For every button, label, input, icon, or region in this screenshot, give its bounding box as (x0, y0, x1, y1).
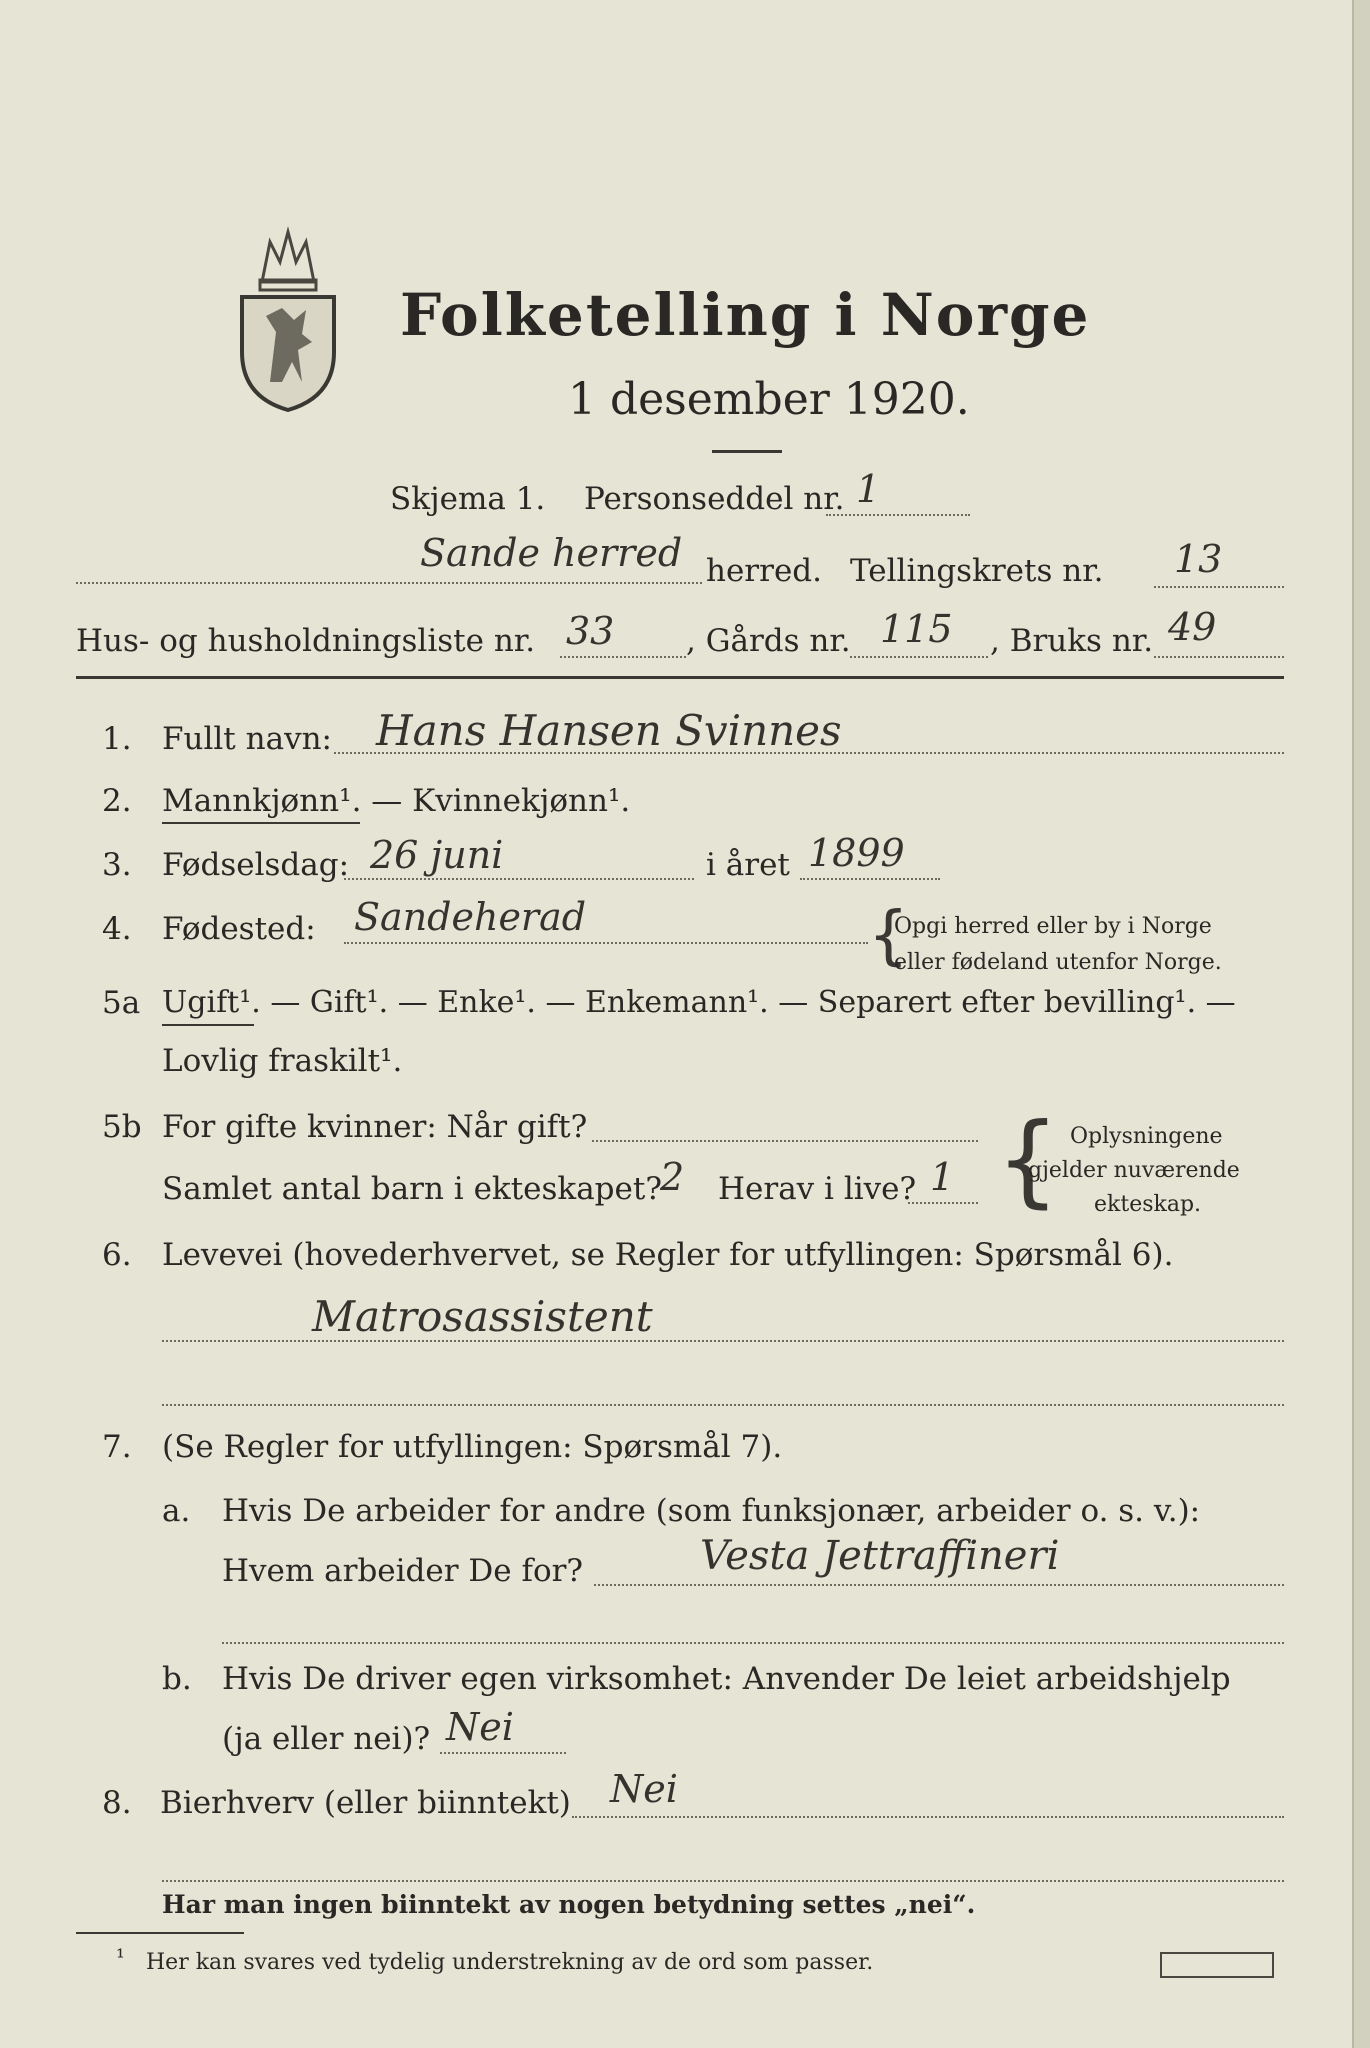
herred-label: herred. (706, 553, 822, 589)
tellingskrets-label: Tellingskrets nr. (850, 553, 1104, 589)
q7b-value: Nei (446, 1705, 514, 1749)
q5a-options: Ugift¹. — Gift¹. — Enke¹. — Enkemann¹. — Separert efter bevilling¹. — (162, 985, 1236, 1020)
tellingskrets-line (1154, 586, 1284, 588)
person-number-value: 1 (856, 467, 881, 511)
header-divider (76, 676, 1284, 679)
q1-number: 1. (102, 721, 132, 757)
tellingskrets-value: 13 (1174, 537, 1223, 581)
q4-brace: { (868, 899, 909, 973)
hus-label: Hus- og husholdningsliste nr. (76, 623, 536, 659)
q6-label: Levevei (hovederhvervet, se Regler for utfyllingen: Spørsmål 6). (162, 1237, 1174, 1273)
title-divider (712, 450, 782, 453)
page-edge (1352, 0, 1370, 2048)
hus-value: 33 (566, 609, 615, 653)
form-title: Folketelling i Norge (400, 281, 1091, 349)
q8-line-2 (162, 1880, 1284, 1882)
q3-year-label: i året (706, 847, 790, 883)
q7b-line (440, 1752, 566, 1754)
q7-label: (Se Regler for utfyllingen: Spørsmål 7). (162, 1429, 783, 1465)
q8-number: 8. (102, 1785, 132, 1821)
herred-line (76, 582, 702, 584)
q6-line-1 (162, 1340, 1284, 1342)
q4-note-1: Opgi herred eller by i Norge (894, 914, 1212, 939)
q1-value: Hans Hansen Svinnes (376, 706, 842, 755)
q5b-note-3: ekteskap. (1094, 1192, 1202, 1217)
q4-label: Fødested: (162, 911, 316, 947)
q7a-question: Hvis De arbeider for andre (som funksjonær, arbeider o. s. v.): (222, 1493, 1201, 1529)
q7b-question: Hvis De driver egen virksomhet: Anvender De leiet arbeidshjelp (222, 1661, 1231, 1697)
q8-line (572, 1816, 1284, 1818)
footnote-mark: ¹ (116, 1946, 125, 1971)
q5b-alive-value: 1 (930, 1155, 955, 1199)
gards-line (850, 656, 988, 658)
q5b-children-value: 2 (660, 1155, 685, 1199)
q2-options: Mannkjønn¹. — Kvinnekjønn¹. (162, 783, 631, 819)
herred-value: Sande herred (420, 531, 683, 575)
form-number-label: Skjema 1. (390, 481, 546, 517)
person-number-line (826, 514, 970, 516)
q4-line (344, 942, 868, 944)
gards-label: , Gårds nr. (686, 623, 851, 659)
q5a-number: 5a (102, 985, 141, 1021)
q7a-letter: a. (162, 1493, 191, 1529)
q8-label: Bierhverv (eller biinntekt) (160, 1785, 571, 1821)
census-date: 1 desember 1920. (568, 374, 970, 425)
q5b-note-1: Oplysningene (1070, 1124, 1223, 1149)
q3-year-value: 1899 (808, 831, 905, 875)
q5b-alive-line (908, 1202, 978, 1204)
q6-number: 6. (102, 1237, 132, 1273)
footnote-text: Her kan svares ved tydelig understrekning av de ord som passer. (146, 1950, 874, 1975)
q6-line-2 (162, 1404, 1284, 1406)
bruks-value: 49 (1168, 605, 1217, 649)
q7a-label: Hvem arbeider De for? (222, 1553, 584, 1589)
q3-line (344, 878, 694, 880)
q3-label: Fødselsdag: (162, 847, 350, 883)
q8-value: Nei (610, 1767, 678, 1811)
printer-stamp (1160, 1952, 1274, 1978)
q1-label: Fullt navn: (162, 721, 332, 757)
q5a-underline (162, 1024, 254, 1026)
gards-value: 115 (880, 607, 953, 651)
q5a-options-2: Lovlig fraskilt¹. (162, 1043, 403, 1079)
q5b-married-line (592, 1140, 978, 1142)
q7b-letter: b. (162, 1661, 192, 1697)
q5b-note-2: gjelder nuværende (1028, 1158, 1240, 1183)
bruks-label: , Bruks nr. (990, 623, 1154, 659)
footnote-divider (76, 1932, 244, 1934)
q5b-number: 5b (102, 1109, 142, 1145)
q2-underline (162, 822, 360, 824)
q3-number: 3. (102, 847, 132, 883)
q4-number: 4. (102, 911, 132, 947)
q3-year-line (800, 878, 940, 880)
q7a-line (594, 1584, 1284, 1586)
coat-of-arms-icon (232, 212, 344, 412)
q5b-label-children: Samlet antal barn i ekteskapet? (162, 1171, 662, 1207)
q7a-value: Vesta Jettraffineri (700, 1533, 1060, 1579)
q7a-line-2 (222, 1642, 1284, 1644)
hus-line (560, 656, 686, 658)
q5b-brace: { (996, 1101, 1060, 1218)
q5b-label-alive: Herav i live? (718, 1171, 917, 1207)
q2-number: 2. (102, 783, 132, 819)
q7b-label: (ja eller nei)? (222, 1721, 431, 1757)
q6-value: Matrosassistent (312, 1292, 653, 1341)
bruks-line (1154, 656, 1284, 658)
q4-note-2: eller fødeland utenfor Norge. (894, 950, 1222, 975)
person-number-label: Personseddel nr. (584, 481, 845, 517)
q7-number: 7. (102, 1429, 132, 1465)
q5b-label-married: For gifte kvinner: Når gift? (162, 1109, 588, 1145)
q3-value: 26 juni (370, 833, 504, 877)
footer-note: Har man ingen biinntekt av nogen betydning settes „nei“. (162, 1890, 976, 1919)
q4-value: Sandeherad (354, 895, 587, 939)
